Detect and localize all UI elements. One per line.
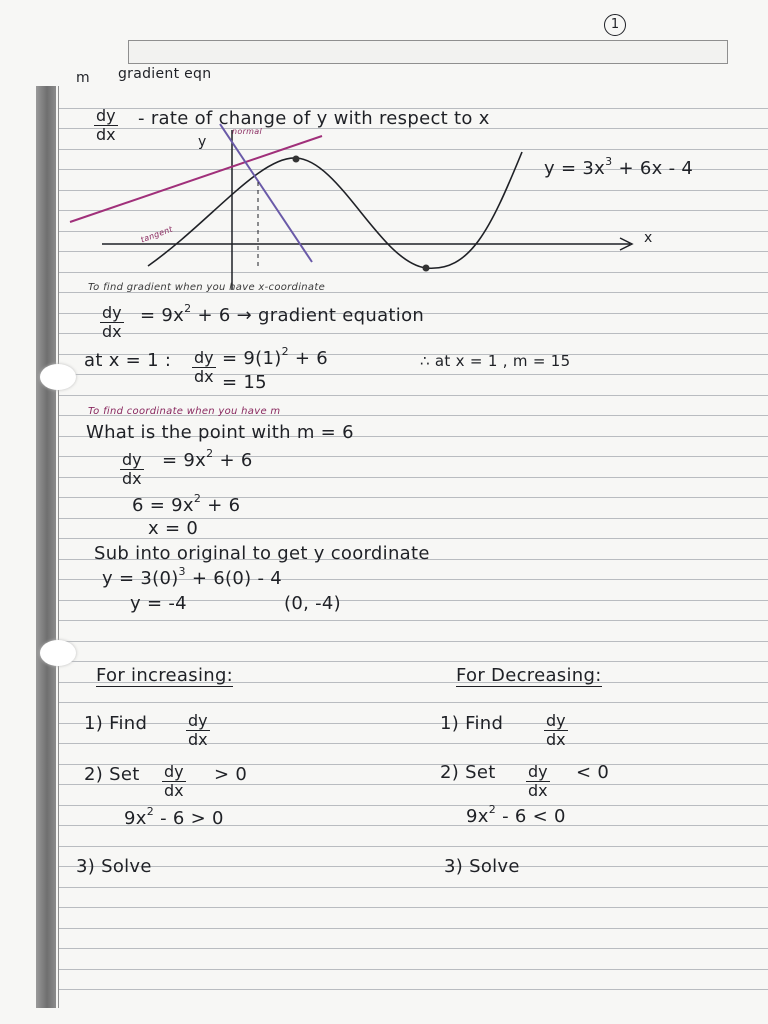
s2-line2: $6 = 9x^2 + 6$ [132,492,241,516]
decreasing-inequality: $9x^2 - 6 < 0$ [466,803,566,827]
decreasing-step2-fraction: $\frac{dy}{dx}$ [528,762,548,800]
at-x-calculation: = $9(1)^2 + 6$ [222,345,329,369]
decreasing-step2: 2) Set [440,762,496,783]
dydx-fraction-s2: $\frac{dy}{dx}$ [122,450,142,488]
decreasing-title: For Decreasing: [456,665,602,686]
increasing-title: For increasing: [96,665,234,686]
x-axis-label: x [644,230,653,246]
decreasing-step3: 3) Solve [444,856,520,877]
s2-gradient-equation: = $9x^2 + 6$ [162,447,253,471]
increasing-step1-fraction: $\frac{dy}{dx}$ [188,711,208,749]
question-text: What is the point with m = 6 [86,422,354,443]
gradient-eqn-label: gradient eqn [118,66,212,82]
increasing-step2: 2) Set [84,764,140,785]
punch-hole-bottom [40,640,76,666]
s2-line3: x = 0 [148,518,199,539]
m-symbol: m [76,70,90,86]
page-binding-edge [36,86,56,1008]
increasing-step3: 3) Solve [76,856,152,877]
sub-into-original: Sub into original to get y coordinate [94,543,430,564]
punch-hole-top [40,364,76,390]
section2-heading: To find coordinate when you have m [88,406,281,417]
dydx-fraction-top: $\frac{dy}{dx}$ [96,106,116,144]
y-axis-label: y [198,134,207,150]
page-number: 1 [604,14,626,36]
normal-label: normal [232,127,262,136]
curve-equation: $y = 3x^3 + 6x - 4$ [544,155,694,179]
increasing-step2-fraction: $\frac{dy}{dx}$ [164,762,184,800]
s2-line4: $y = 3(0)^3 + 6(0) - 4$ [102,565,283,589]
increasing-step1: 1) Find [84,713,148,734]
at-x-result: = 15 [222,372,267,393]
header-box [128,40,728,64]
dydx-fraction-at: $\frac{dy}{dx}$ [194,348,214,386]
decreasing-step1: 1) Find [440,713,504,734]
cubic-graph [60,122,660,292]
increasing-inequality: $9x^2 - 6 > 0$ [124,805,224,829]
therefore-statement: ∴ at x = 1 , m = 15 [420,352,571,370]
point-coordinate: (0, -4) [284,593,341,614]
margin-line [58,86,59,1008]
at-x-label: at x = 1 : [84,350,172,371]
dydx-fraction-s1: $\frac{dy}{dx}$ [102,303,122,341]
increasing-step2-relation: > 0 [214,764,248,785]
tangent-label: tangent [139,224,174,245]
s2-line5: y = -4 [130,593,187,614]
definition-text: - rate of change of y with respect to x [138,108,490,129]
section1-heading: To find gradient when you have x-coordinate [88,282,326,293]
gradient-equation: = $9x^2 + 6$ → gradient equation [140,302,425,326]
decreasing-step2-relation: < 0 [576,762,610,783]
decreasing-step1-fraction: $\frac{dy}{dx}$ [546,711,566,749]
